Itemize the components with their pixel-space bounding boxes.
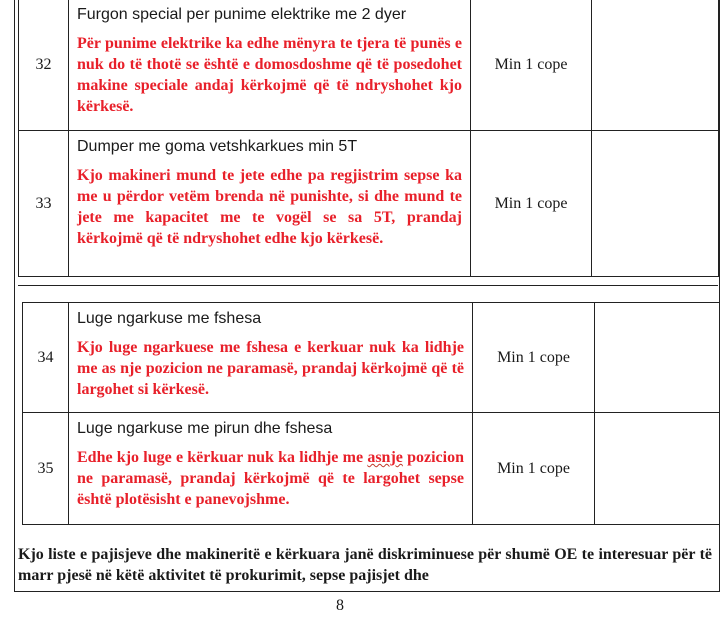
- item-title: Dumper me goma vetshkarkues min 5T: [77, 138, 358, 155]
- table-row: [19, 131, 719, 277]
- spellcheck-word: asnje: [367, 449, 403, 466]
- page-number: 8: [336, 597, 344, 614]
- item-comment: Për punime elektrike ka edhe mënyra te tjera të punës e nuk do të thotë se është e domosdoshme që të posedohet makine speciale andaj kërkojmë që të ndryshohet kjo kërkesë.: [77, 35, 462, 115]
- item-quantity: Min 1 cope: [471, 131, 592, 277]
- item-comment: Kjo makineri mund te jete edhe pa regjistrim sepse ka me u përdor vetëm brenda në punishte, si dhe mund te jete me kapacitet me te vogël se sa 5T, prandaj kërkojmë që të ndryshohet edhe kjo kërkesë.: [77, 167, 462, 247]
- empty-cell: [592, 0, 719, 131]
- frame-left-border: [14, 0, 15, 592]
- row-number: 33: [19, 131, 69, 277]
- row-number: 34: [23, 303, 69, 413]
- table-divider: [18, 285, 718, 286]
- row-number: 32: [19, 0, 69, 131]
- equipment-table-top: [18, 0, 719, 277]
- item-description: [69, 303, 473, 413]
- empty-cell: [595, 303, 720, 413]
- frame-bottom-border: [14, 591, 720, 592]
- table-row: [23, 303, 720, 413]
- comment-text: pozicion ne paramasë, prandaj kërkojmë që te largohet sepse është plotësisht e panevojshme.: [77, 449, 464, 508]
- comment-text: Edhe kjo luge e kërkuar nuk ka lidhje me: [77, 449, 368, 466]
- item-title: Luge ngarkuse me pirun dhe fshesa: [77, 420, 333, 437]
- item-title: Luge ngarkuse me fshesa: [77, 310, 262, 327]
- table-row: [23, 413, 720, 525]
- item-quantity: Min 1 cope: [471, 0, 592, 131]
- item-description: [69, 0, 471, 131]
- body-paragraph: Kjo liste e pajisjeve dhe makineritë e kërkuara janë diskriminuese për shumë OE te interesuar për të marr pjesë në këtë aktivitet të prokurimit, sepse pajisjet dhe: [18, 546, 712, 584]
- item-title: Furgon special per punime elektrike me 2 dyer: [77, 6, 407, 23]
- empty-cell: [592, 131, 719, 277]
- item-quantity: Min 1 cope: [473, 413, 595, 525]
- empty-cell: [595, 413, 720, 525]
- item-comment: [77, 447, 464, 510]
- item-quantity: Min 1 cope: [473, 303, 595, 413]
- table-row: [19, 0, 719, 131]
- item-description: [69, 413, 473, 525]
- row-number: 35: [23, 413, 69, 525]
- item-comment: Kjo luge ngarkuese me fshesa e kerkuar nuk ka lidhje me as nje pozicion ne paramasë, prandaj kërkojmë që të largohet si kërkesë.: [77, 339, 464, 398]
- equipment-table-bottom: [22, 302, 720, 525]
- item-description: [69, 131, 471, 277]
